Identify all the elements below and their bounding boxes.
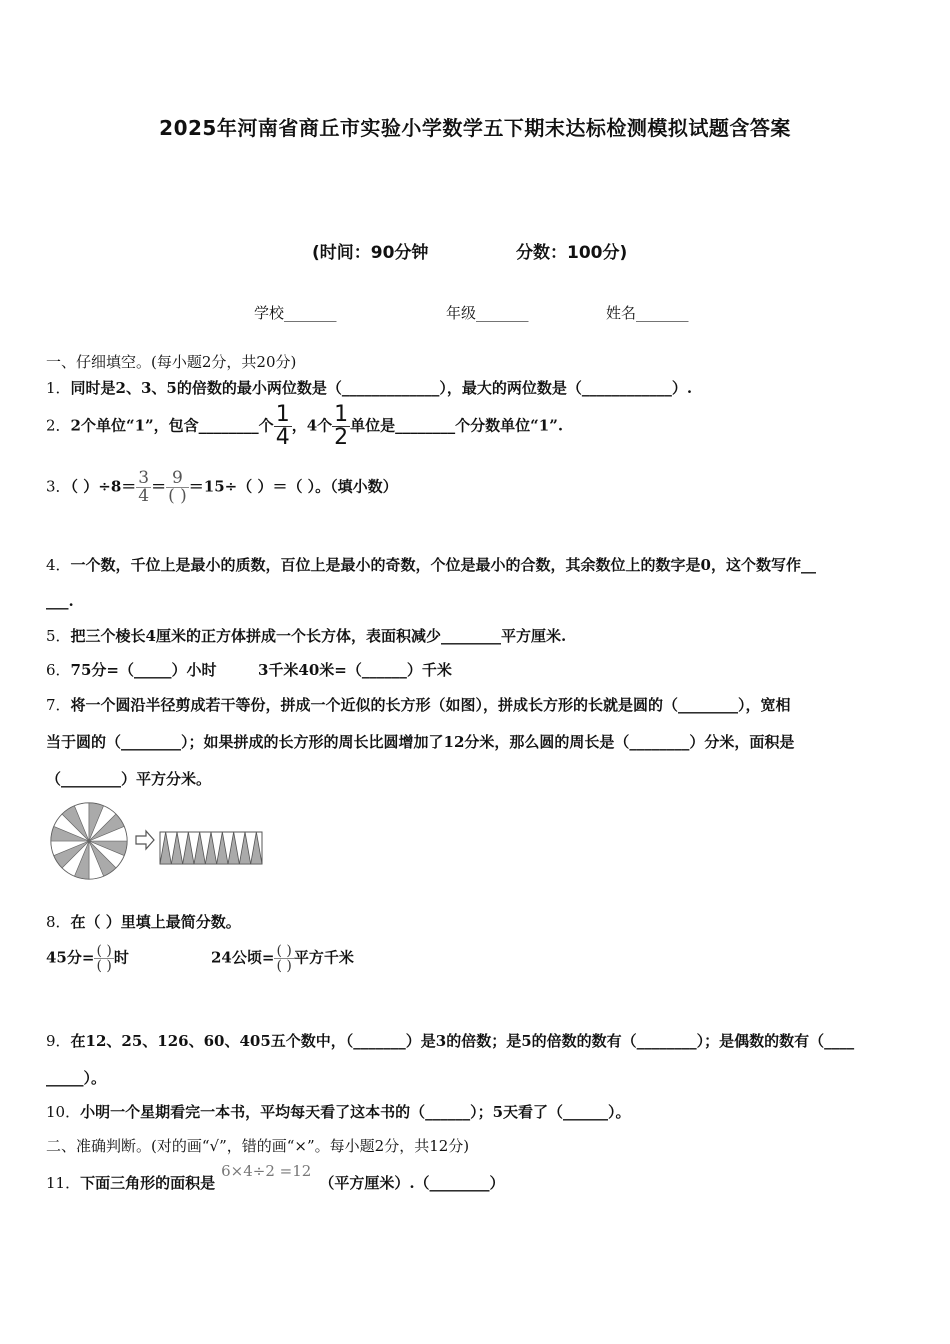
question-text: （平方厘米）.（________） <box>319 1174 505 1192</box>
question-3 <box>46 470 398 505</box>
arrow-icon <box>136 831 154 849</box>
question-number: 4． <box>46 556 71 574</box>
question-number: 3． <box>46 477 71 496</box>
question-text: 24公顷= <box>211 948 275 967</box>
question-text: 2个单位“1”，包含________个 <box>70 416 274 435</box>
question-text: 单位是________个分数单位“1”. <box>350 416 564 435</box>
question-1 <box>46 377 692 398</box>
question-number: 9． <box>46 1032 71 1050</box>
circle-to-rectangle-figure <box>50 802 272 880</box>
approximate-rectangle <box>160 832 262 864</box>
question-text: （ ）÷8＝ <box>70 477 137 496</box>
question-text: 下面三角形的面积是 <box>80 1174 216 1192</box>
fraction-one-quarter: $\frac{1}{4}$ <box>275 402 290 450</box>
fraction-nine-over-blank: $\frac{9}{( )}$ <box>168 468 187 506</box>
question-8 <box>46 911 241 932</box>
grade-field: 年级_______ <box>446 304 529 322</box>
question-11 <box>46 1162 505 1193</box>
question-text: ＝15÷（ ）＝（ ）。（填小数） <box>188 477 398 496</box>
question-10 <box>46 1101 631 1122</box>
question-7 <box>46 694 791 715</box>
question-text: 小明一个星期看完一本书，平均每天看了这本书的（______）；5天看了（______）。 <box>80 1103 631 1121</box>
question-4 <box>46 554 816 575</box>
question-text: ，4个 <box>291 416 333 435</box>
question-9 <box>46 1030 854 1051</box>
question-number: 5． <box>46 627 71 645</box>
question-text: 平方千米 <box>293 948 354 967</box>
question-5 <box>46 625 566 646</box>
question-number: 2． <box>46 416 71 435</box>
document-title: 2025年河南省商丘市实验小学数学五下期末达标检测模拟试题含答案 <box>159 116 791 140</box>
question-text: 一个数，千位上是最小的质数，百位上是最小的奇数，个位是最小的合数，其余数位上的数字是0，这个数写作__ <box>70 556 816 574</box>
question-number: 11． <box>46 1174 81 1192</box>
question-8-part-a <box>46 944 129 973</box>
area-formula: 6×4÷2 =12 <box>221 1162 312 1180</box>
question-7-line-3: （________）平方分米。 <box>46 770 212 788</box>
question-text: 同时是2、3、5的倍数的最小两位数是（_____________），最大的两位数是（____________）. <box>70 379 693 397</box>
question-number: 7． <box>46 696 71 714</box>
question-number: 10． <box>46 1103 81 1121</box>
fraction-three-quarters: $\frac{3}{4}$ <box>138 468 150 506</box>
question-6 <box>46 659 217 680</box>
time-label: (时间：90分钟 <box>312 243 429 263</box>
blank-fraction: $\frac{( )}{( )}$ <box>96 943 112 974</box>
question-text: 45分= <box>46 948 95 967</box>
section2-heading: 二、准确判断。(对的画“√”，错的画“×”。每小题2分，共12分) <box>46 1137 470 1155</box>
question-4-continuation: ___. <box>46 592 74 610</box>
question-6-part-b: 3千米40米=（______）千米 <box>258 661 452 679</box>
question-2 <box>46 404 563 449</box>
question-9-continuation: _____）。 <box>46 1069 107 1087</box>
school-field: 学校_______ <box>254 304 337 322</box>
section1-heading: 一、仔细填空。(每小题2分，共20分) <box>46 353 297 371</box>
question-number: 1． <box>46 379 71 397</box>
question-text: 在（ ）里填上最简分数。 <box>70 913 241 931</box>
question-7-line-2: 当于圆的（________）；如果拼成的长方形的周长比圆增加了12分米，那么圆的周长是（________）分米，面积是 <box>46 733 795 751</box>
question-text: 把三个棱长4厘米的正方体拼成一个长方体，表面积减少________平方厘米. <box>70 627 567 645</box>
question-8-part-b <box>211 944 354 973</box>
blank-fraction: $\frac{( )}{( )}$ <box>276 943 292 974</box>
sectored-circle <box>51 803 127 879</box>
score-label: 分数：100分) <box>516 243 628 263</box>
question-text: 在12、25、126、60、405五个数中，（_______）是3的倍数；是5的倍数的数有（________）；是偶数的数有（____ <box>70 1032 855 1050</box>
question-text: ＝ <box>151 477 167 496</box>
question-number: 6． <box>46 661 71 679</box>
question-number: 8． <box>46 913 71 931</box>
question-text: 75分=（_____）小时 <box>70 661 217 679</box>
fraction-one-half: $\frac{1}{2}$ <box>334 402 349 450</box>
question-text: 将一个圆沿半径剪成若干等份，拼成一个近似的长方形（如图），拼成长方形的长就是圆的（________），宽相 <box>70 696 791 714</box>
question-text: 时 <box>113 948 129 967</box>
name-field: 姓名_______ <box>606 304 689 322</box>
